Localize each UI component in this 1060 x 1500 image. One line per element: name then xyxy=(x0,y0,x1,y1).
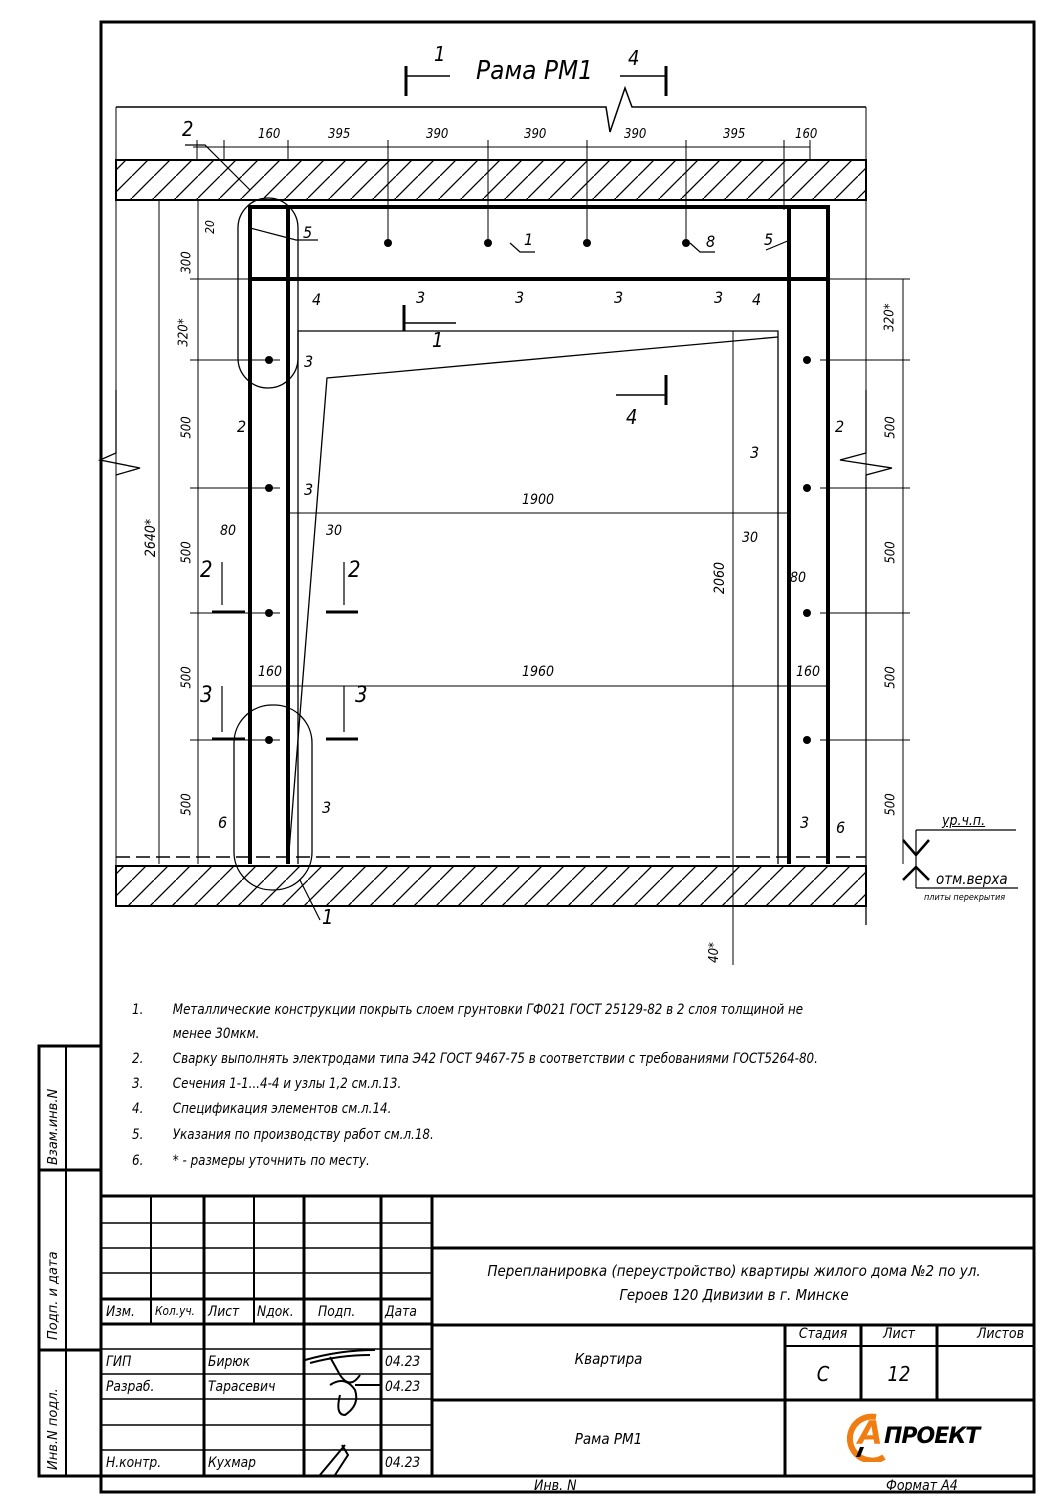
company-logo xyxy=(846,1412,980,1462)
dim-160-left: 160 xyxy=(258,664,283,680)
callout-2-top: 2 xyxy=(182,117,194,141)
stage-value: С xyxy=(816,1362,830,1386)
inner-width-dim: 1960 xyxy=(522,664,555,680)
left-dim-500-2: 500 xyxy=(179,541,195,564)
name-nkontr: Кухмар xyxy=(208,1455,257,1471)
stage-label: Стадия xyxy=(798,1326,848,1342)
col-header-data: Дата xyxy=(385,1304,417,1320)
dim-30-left: 30 xyxy=(326,523,343,539)
dim-30-right: 30 xyxy=(742,530,759,546)
section-1-label: 1 xyxy=(432,328,444,352)
left-dim-320: 320* xyxy=(176,318,192,347)
col-header-podp: Подп. xyxy=(318,1304,356,1320)
level-slab-label: отм.верха xyxy=(936,870,1008,888)
right-dim-500-1: 500 xyxy=(883,416,899,439)
dim-160-right: 160 xyxy=(796,664,821,680)
col-header-list: Лист xyxy=(208,1304,240,1320)
callout-8: 8 xyxy=(706,232,716,251)
signature-icon xyxy=(330,1381,380,1415)
note-item: 2. Сварку выполнять электродами типа Э42 ГОСТ 9467-75 в соответствии с требованиями ГОСТ5264-80. xyxy=(132,1051,818,1067)
top-dim-4: 390 xyxy=(524,127,547,142)
logo-letter: А xyxy=(858,1414,883,1452)
section-mark-right: 4 xyxy=(628,46,640,70)
top-dim-5: 390 xyxy=(624,127,647,142)
stamp-vzam-inv: Взам.инв.N xyxy=(46,1088,61,1165)
signatures xyxy=(300,1345,390,1485)
section-4-label: 4 xyxy=(626,405,638,429)
section-2-left: 2 xyxy=(200,558,213,583)
callout-2-right: 2 xyxy=(835,417,845,436)
date-gip: 04.23 xyxy=(385,1354,421,1370)
name-razrab: Тарасевич xyxy=(208,1379,276,1395)
col-header-kol: Кол.уч. xyxy=(155,1304,195,1318)
sheet-value: 12 xyxy=(887,1362,911,1386)
callout-3-c: 3 xyxy=(614,288,624,307)
footer-inv: Инв. N xyxy=(534,1478,577,1494)
date-razrab: 04.23 xyxy=(385,1379,421,1395)
callout-6-right: 6 xyxy=(836,818,846,837)
callout-2-left: 2 xyxy=(237,417,247,436)
top-dim-3: 390 xyxy=(426,127,449,142)
bottom-dim-40: 40* xyxy=(706,942,722,963)
left-dim-20: 20 xyxy=(202,220,217,234)
stamp-podp-data: Подп. и дата xyxy=(46,1251,61,1340)
note-item: менее 30мкм. xyxy=(172,1026,260,1042)
callout-3-h: 3 xyxy=(322,798,332,817)
date-nkontr: 04.23 xyxy=(385,1455,421,1471)
dim-80-right: 80 xyxy=(790,570,807,586)
sheet-label: Лист xyxy=(883,1326,915,1342)
callout-3-f: 3 xyxy=(304,480,314,499)
overall-height-dim: 2640* xyxy=(143,518,160,558)
callout-5-right: 5 xyxy=(764,230,774,249)
name-gip: Бирюк xyxy=(208,1354,251,1370)
note-item: 3. Сечения 1-1...4-4 и узлы 1,2 см.л.13. xyxy=(132,1076,402,1092)
role-razrab: Разраб. xyxy=(106,1379,155,1395)
signature-icon xyxy=(305,1350,375,1383)
note-item: 5. Указания по производству работ см.л.18. xyxy=(132,1127,434,1143)
callout-3-i: 3 xyxy=(800,813,810,832)
callout-3-g: 3 xyxy=(750,443,760,462)
section-2-right: 2 xyxy=(348,558,361,583)
section-mark-left: 1 xyxy=(434,42,446,66)
callout-6-left: 6 xyxy=(218,813,228,832)
project-title-line2: Героев 120 Дивизии в г. Минске xyxy=(619,1286,849,1304)
note-item: 6. * - размеры уточнить по месту. xyxy=(132,1153,370,1169)
left-dim-500-1: 500 xyxy=(179,416,195,439)
col-header-ndok: Nдок. xyxy=(257,1304,294,1320)
opening-width-dim: 1900 xyxy=(522,492,555,508)
top-dim-2: 395 xyxy=(328,127,351,142)
level-floor-label: ур.ч.п. xyxy=(942,813,986,829)
top-dim-7: 160 xyxy=(795,127,818,142)
callout-3-b: 3 xyxy=(515,288,525,307)
dim-80-left: 80 xyxy=(220,523,237,539)
callout-4-left: 4 xyxy=(312,290,322,309)
col-header-izm: Изм. xyxy=(106,1304,135,1320)
callout-3-e: 3 xyxy=(304,352,314,371)
level-slab-sublabel: плиты перекрытия xyxy=(924,893,1006,903)
section-3-left: 3 xyxy=(200,683,213,708)
role-nkontr: Н.контр. xyxy=(106,1455,162,1471)
callout-5-left: 5 xyxy=(303,223,313,242)
callout-3-d: 3 xyxy=(714,288,724,307)
right-dim-500-3: 500 xyxy=(883,666,899,689)
object-name: Квартира xyxy=(574,1350,643,1368)
right-dim-320: 320* xyxy=(882,303,898,332)
project-title-line1: Перепланировка (переустройство) квартиры жилого дома №2 по ул. xyxy=(487,1262,981,1280)
callout-1: 1 xyxy=(524,230,534,249)
left-dim-300: 300 xyxy=(179,251,195,274)
callout-1-node: 1 xyxy=(322,905,334,929)
stamp-inv-podl: Инв.N подл. xyxy=(46,1388,61,1470)
left-dim-500-3: 500 xyxy=(179,666,195,689)
right-dim-500-2: 500 xyxy=(883,541,899,564)
top-dim-1: 160 xyxy=(258,127,281,142)
sheets-label: Листов xyxy=(976,1326,1024,1342)
note-item: 4. Спецификация элементов см.л.14. xyxy=(132,1101,392,1117)
opening-height-dim: 2060 xyxy=(712,561,729,595)
left-dim-500-4: 500 xyxy=(179,793,195,816)
top-dim-6: 395 xyxy=(723,127,746,142)
section-3-right: 3 xyxy=(355,683,368,708)
callout-3-a: 3 xyxy=(416,288,426,307)
callout-4-right: 4 xyxy=(752,290,762,309)
right-dim-500-4: 500 xyxy=(883,793,899,816)
footer-format: Формат А4 xyxy=(886,1478,958,1494)
drawing-title: Рама РМ1 xyxy=(476,56,594,86)
role-gip: ГИП xyxy=(106,1354,132,1370)
note-item: 1. Металлические конструкции покрыть слоем грунтовки ГФ021 ГОСТ 25129-82 в 2 слоя толщиной не xyxy=(132,1002,804,1018)
signature-icon xyxy=(320,1445,348,1475)
sheet-title: Рама РМ1 xyxy=(574,1430,643,1448)
logo-text: ПРОЕКТ xyxy=(884,1424,980,1449)
